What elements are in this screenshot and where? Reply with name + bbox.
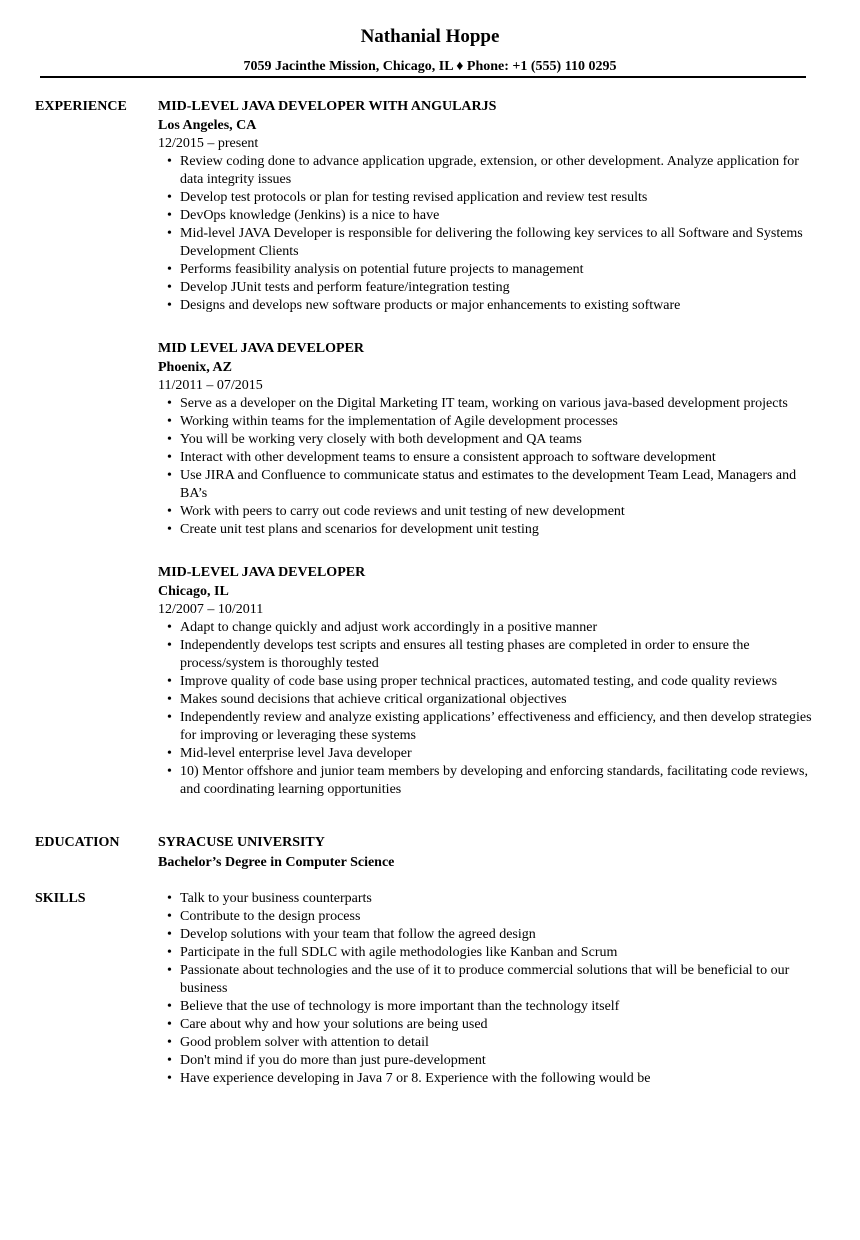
skill-item: • Don't mind if you do more than just pure-development <box>158 1052 825 1070</box>
bullet-item: • Review coding done to advance application upgrade, extension, or other development. Analyze application for data integrity issues <box>158 153 825 189</box>
job-location: Chicago, IL <box>158 584 229 599</box>
skill-item: • Passionate about technologies and the use of it to produce commercial solutions that will be beneficial to our business <box>158 962 825 998</box>
bullet-item: • Makes sound decisions that achieve critical organizational objectives <box>158 691 825 709</box>
skill-item: • Participate in the full SDLC with agile methodologies like Kanban and Scrum <box>158 944 825 962</box>
skill-item: • Care about why and how your solutions are being used <box>158 1016 825 1034</box>
bullet-item: • 10) Mentor offshore and junior team members by developing and enforcing standards, facilitating code reviews, and coordinating learning opportunities <box>158 763 825 799</box>
job-title: MID-LEVEL JAVA DEVELOPER <box>158 565 366 580</box>
bullet-item: • Use JIRA and Confluence to communicate status and estimates to the development Team Lead, Managers and BA’s <box>158 467 825 503</box>
skills-section <box>35 890 825 1088</box>
job-bullets <box>158 153 825 315</box>
bullet-item: • Performs feasibility analysis on potential future projects to management <box>158 261 825 279</box>
bullet-item: • Mid-level enterprise level Java developer <box>158 745 825 763</box>
job-title: MID-LEVEL JAVA DEVELOPER WITH ANGULARJS <box>158 99 497 114</box>
job-bullets <box>158 619 825 799</box>
job-entry <box>158 340 825 539</box>
bullet-item: • Independently review and analyze existing applications’ effectiveness and efficiency, and then develop strategies for improving or leveraging these systems <box>158 709 825 745</box>
bullet-item: • You will be working very closely with both development and QA teams <box>158 431 825 449</box>
job-location: Los Angeles, CA <box>158 118 257 133</box>
job-location: Phoenix, AZ <box>158 360 232 375</box>
education-section <box>35 834 825 872</box>
job-entry <box>158 564 825 799</box>
experience-list <box>158 98 825 799</box>
bullet-item: • Designs and develops new software products or major enhancements to existing software <box>158 297 825 315</box>
contact-line: 7059 Jacinthe Mission, Chicago, IL ♦ Phone: +1 (555) 110 0295 <box>243 59 617 74</box>
bullet-item: • Independently develops test scripts and ensures all testing phases are completed in order to ensure the process/system is thoroughly tested <box>158 637 825 673</box>
job-dates: 12/2007 – 10/2011 <box>158 602 264 617</box>
bullet-item: • Improve quality of code base using proper technical practices, automated testing, and code quality reviews <box>158 673 825 691</box>
skill-item: • Believe that the use of technology is more important than the technology itself <box>158 998 825 1016</box>
degree: Bachelor’s Degree in Computer Science <box>158 855 395 870</box>
job-dates: 11/2011 – 07/2015 <box>158 378 263 393</box>
bullet-item: • Adapt to change quickly and adjust work accordingly in a positive manner <box>158 619 825 637</box>
bullet-item: • Work with peers to carry out code reviews and unit testing of new development <box>158 503 825 521</box>
skill-item: • Contribute to the design process <box>158 908 825 926</box>
bullet-item: • DevOps knowledge (Jenkins) is a nice to have <box>158 207 825 225</box>
experience-section <box>35 98 825 824</box>
skill-item: • Have experience developing in Java 7 or 8. Experience with the following would be <box>158 1070 825 1088</box>
section-label-education: EDUCATION <box>35 835 120 850</box>
skill-item: • Good problem solver with attention to detail <box>158 1034 825 1052</box>
bullet-item: • Serve as a developer on the Digital Marketing IT team, working on various java-based development projects <box>158 395 825 413</box>
job-dates: 12/2015 – present <box>158 136 259 151</box>
candidate-name: Nathanial Hoppe <box>360 26 500 47</box>
section-label-experience: EXPERIENCE <box>35 99 127 114</box>
header-divider <box>40 76 806 78</box>
job-bullets <box>158 395 825 539</box>
job-entry <box>158 98 825 315</box>
skill-item: • Develop solutions with your team that follow the agreed design <box>158 926 825 944</box>
bullet-item: • Interact with other development teams to ensure a consistent approach to software development <box>158 449 825 467</box>
bullet-item: • Develop JUnit tests and perform feature/integration testing <box>158 279 825 297</box>
bullet-item: • Mid-level JAVA Developer is responsible for delivering the following key services to all Software and Systems Development Clients <box>158 225 825 261</box>
bullet-item: • Create unit test plans and scenarios for development unit testing <box>158 521 825 539</box>
job-title: MID LEVEL JAVA DEVELOPER <box>158 341 365 356</box>
section-label-skills: SKILLS <box>35 891 86 906</box>
school-name: SYRACUSE UNIVERSITY <box>158 835 325 850</box>
bullet-item: • Develop test protocols or plan for testing revised application and review test results <box>158 189 825 207</box>
skills-list <box>158 890 825 1088</box>
skill-item: • Talk to your business counterparts <box>158 890 825 908</box>
bullet-item: • Working within teams for the implementation of Agile development processes <box>158 413 825 431</box>
